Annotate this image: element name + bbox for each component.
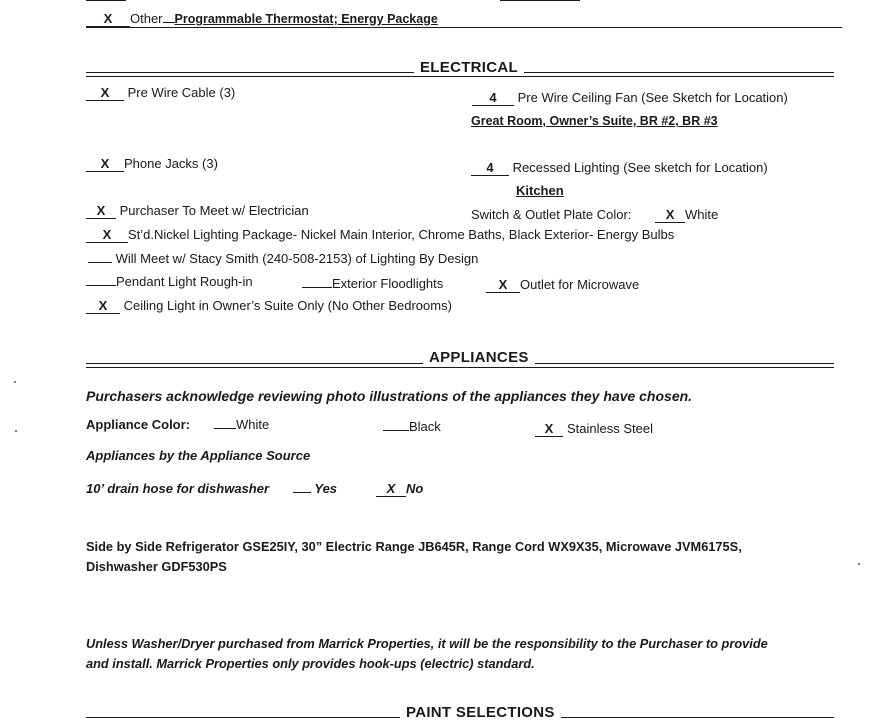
microwave-outlet-row <box>486 277 639 293</box>
phone-jacks-check[interactable]: X <box>86 157 124 172</box>
flood-check[interactable] <box>302 287 332 288</box>
pendant-label: Pendant Light Rough-in <box>116 274 253 289</box>
lighting-package-label: St’d.Nickel Lighting Package- Nickel Main Interior, Chrome Baths, Black Exterior- Energy Bulbs <box>128 227 675 242</box>
meet-stacy-check[interactable] <box>88 262 112 263</box>
color-white-check[interactable] <box>214 428 236 429</box>
microwave-outlet-label: Outlet for Microwave <box>520 277 640 292</box>
appliance-color-label: Appliance Color: <box>86 417 191 432</box>
prewire-fan-row <box>472 90 788 106</box>
paint-heading: PAINT SELECTIONS <box>400 705 561 721</box>
color-white-row <box>214 417 269 433</box>
flood-row <box>302 276 443 292</box>
meet-stacy-row <box>88 251 478 267</box>
prewire-fan-label: Pre Wire Ceiling Fan (See Sketch for Location) <box>517 90 788 105</box>
other-row <box>86 9 438 27</box>
meet-electrician-check[interactable]: X <box>86 204 116 219</box>
pendant-row <box>86 274 253 290</box>
pendant-check[interactable] <box>86 285 116 286</box>
ceiling-light-check[interactable]: X <box>86 299 120 314</box>
prewire-cable-label: Pre Wire Cable (3) <box>127 85 236 100</box>
other-check[interactable]: X <box>86 12 130 27</box>
prewire-cable-row <box>86 85 235 101</box>
recessed-row <box>471 160 768 176</box>
plate-color-row <box>471 207 718 223</box>
appliance-source: Appliances by the Appliance Source <box>86 448 311 463</box>
appliance-models-line1: Side by Side Refrigerator GSE25IY, 30” Electric Range JB645R, Range Cord WX9X35, Microwave JVM6175S, <box>86 539 742 554</box>
other-rule <box>86 27 842 28</box>
scan-speck <box>858 563 860 565</box>
drain-yes-row <box>293 481 337 497</box>
color-black-check[interactable] <box>383 430 409 431</box>
drain-no-label: No <box>406 481 424 496</box>
plate-color-check[interactable]: X <box>655 208 685 223</box>
scan-speck <box>15 430 17 432</box>
color-black-row <box>383 419 441 435</box>
recessed-location <box>506 183 564 199</box>
prewire-fan-locations: Great Room, Owner’s Suite, BR #2, BR #3 <box>471 114 718 128</box>
lighting-package-row <box>86 227 674 243</box>
top-cutoff-underline <box>86 0 126 1</box>
ceiling-light-row <box>86 298 452 314</box>
plate-color-label: Switch & Outlet Plate Color: <box>471 207 632 222</box>
meet-electrician-row <box>86 203 309 219</box>
prewire-fan-count[interactable]: 4 <box>472 91 514 106</box>
drain-yes-label: Yes <box>314 481 338 496</box>
color-white-label: White <box>236 417 270 432</box>
electrical-heading: ELECTRICAL <box>414 60 524 76</box>
meet-electrician-label: Purchaser To Meet w/ Electrician <box>119 203 309 218</box>
meet-stacy-label: Will Meet w/ Stacy Smith (240-508-2153) of Lighting By Design <box>115 251 479 266</box>
drain-yes-check[interactable] <box>293 492 311 493</box>
color-stainless-check[interactable]: X <box>535 422 563 437</box>
ceiling-light-label: Ceiling Light in Owner’s Suite Only (No Other Bedrooms) <box>123 298 452 313</box>
color-stainless-row <box>535 421 653 437</box>
appliances-heading: APPLIANCES <box>423 350 535 366</box>
microwave-outlet-check[interactable]: X <box>486 278 520 293</box>
scan-speck <box>14 381 16 383</box>
washer-note-line1: Unless Washer/Dryer purchased from Marrick Properties, it will be the responsibility to the Purchaser to provide <box>86 636 768 651</box>
recessed-location-text: Kitchen <box>516 183 564 198</box>
drain-no-row <box>376 481 423 497</box>
phone-jacks-row <box>86 156 218 172</box>
lighting-package-check[interactable]: X <box>86 228 128 243</box>
other-value: Programmable Thermostat; Energy Package <box>174 12 438 26</box>
recessed-count[interactable]: 4 <box>471 161 509 176</box>
drain-hose-label: 10’ drain hose for dishwasher <box>86 481 270 496</box>
plate-color-value: White <box>685 207 719 222</box>
phone-jacks-label: Phone Jacks (3) <box>124 156 218 171</box>
color-black-label: Black <box>409 419 441 434</box>
prewire-cable-check[interactable]: X <box>86 86 124 101</box>
other-label: Other <box>130 11 163 26</box>
appliance-models-line2: Dishwasher GDF530PS <box>86 559 227 574</box>
washer-note-line2: and install. Marrick Properties only provides hook-ups (electric) standard. <box>86 656 535 671</box>
acknowledge-text: Purchasers acknowledge reviewing photo illustrations of the appliances they have chosen. <box>86 388 693 404</box>
recessed-label: Recessed Lighting (See sketch for Location) <box>512 160 768 175</box>
other-blank <box>163 9 175 23</box>
flood-label: Exterior Floodlights <box>332 276 444 291</box>
top-cutoff-underline-2 <box>500 0 580 1</box>
color-stainless-label: Stainless Steel <box>567 421 653 436</box>
drain-no-check[interactable]: X <box>376 482 406 497</box>
